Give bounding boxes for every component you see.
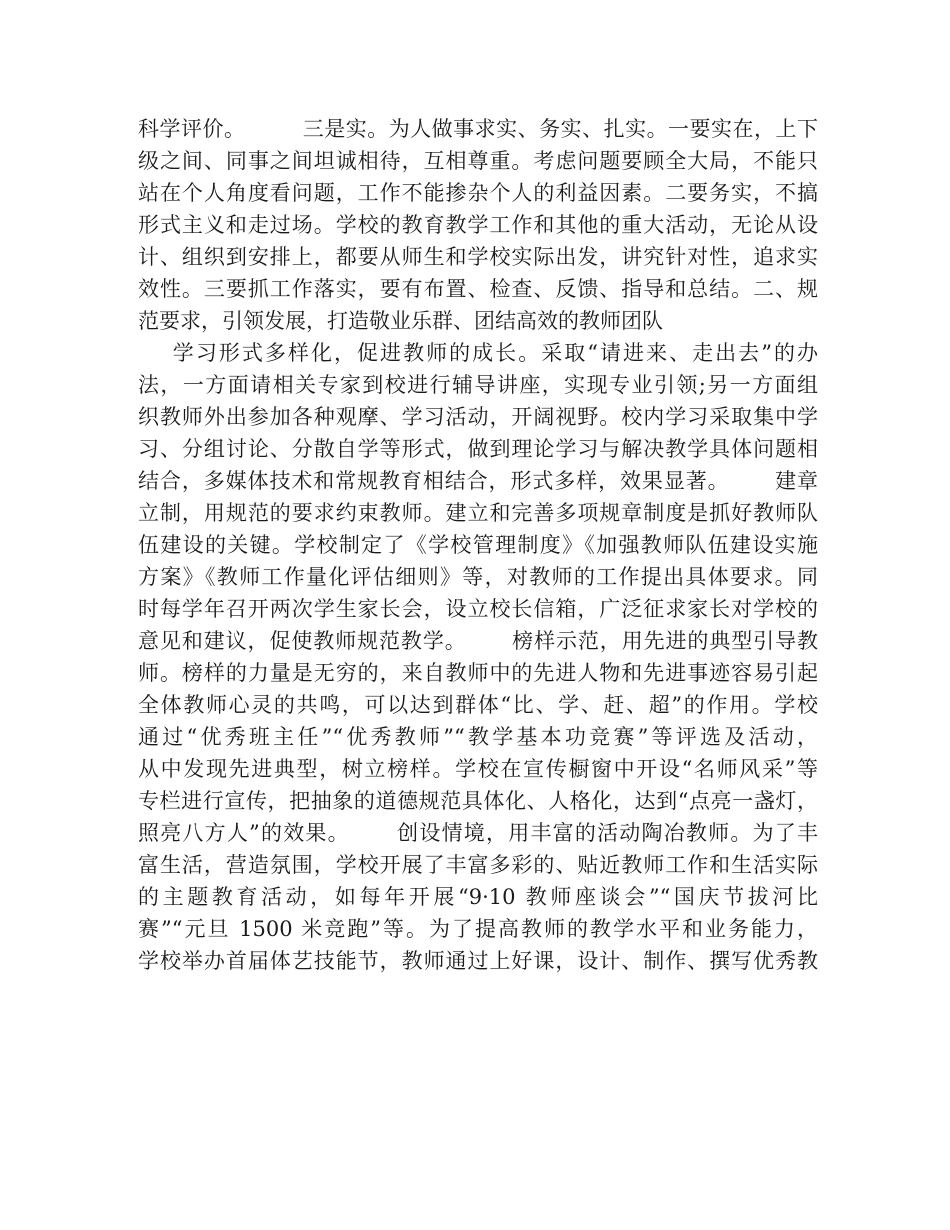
text-line: 从中发现先进典型，树立榜样。学校在宣传橱窗中开设“名师风采”等 bbox=[138, 757, 818, 781]
text-line: 织教师外出参加各种观摩、学习活动，开阔视野。校内学习采取集中学 bbox=[138, 405, 818, 429]
text-line: 伍建设的关键。学校制定了《学校管理制度》《加强教师队伍建设实施 bbox=[138, 533, 818, 557]
text-line: 习、分组讨论、分散自学等形式，做到理论学习与解决教学具体问题相 bbox=[138, 437, 818, 461]
body-text bbox=[138, 113, 818, 977]
text-line: 结合，多媒体技术和常规教育相结合，形式多样，效果显著。 建章 bbox=[138, 469, 818, 493]
text-line: 的主题教育活动，如每年开展“9·10 教师座谈会”“国庆节拔河比 bbox=[138, 885, 818, 909]
text-line: 计、组织到安排上，都要从师生和学校实际出发，讲究针对性，追求实 bbox=[138, 245, 818, 269]
text-line: 范要求，引领发展，打造敬业乐群、团结高效的教师团队 bbox=[138, 309, 663, 333]
text-line: 立制，用规范的要求约束教师。建立和完善多项规章制度是抓好教师队 bbox=[138, 501, 818, 525]
text-line: 全体教师心灵的共鸣，可以达到群体“比、学、赶、超”的作用。学校 bbox=[138, 693, 818, 717]
text-line: 学校举办首届体艺技能节，教师通过上好课，设计、制作、撰写优秀教 bbox=[138, 949, 818, 973]
text-line: 专栏进行宣传，把抽象的道德规范具体化、人格化，达到“点亮一盏灯， bbox=[138, 789, 818, 813]
text-line: 师。榜样的力量是无穷的，来自教师中的先进人物和先进事迹容易引起 bbox=[138, 661, 818, 685]
text-line: 照亮八方人”的效果。 创设情境，用丰富的活动陶冶教师。为了丰 bbox=[138, 821, 818, 845]
text-line: 学习形式多样化，促进教师的成长。采取“请进来、走出去”的办 bbox=[138, 341, 818, 365]
text-line: 形式主义和走过场。学校的教育教学工作和其他的重大活动，无论从设 bbox=[138, 213, 818, 237]
text-line: 科学评价。 三是实。为人做事求实、务实、扎实。一要实在，上下 bbox=[138, 117, 818, 141]
text-line: 通过“优秀班主任”“优秀教师”“教学基本功竞赛”等评选及活动， bbox=[138, 725, 818, 749]
text-line: 意见和建议，促使教师规范教学。 榜样示范，用先进的典型引导教 bbox=[138, 629, 818, 653]
text-line: 级之间、同事之间坦诚相待，互相尊重。考虑问题要顾全大局，不能只 bbox=[138, 149, 818, 173]
text-line: 效性。三要抓工作落实，要有布置、检查、反馈、指导和总结。二、规 bbox=[138, 277, 818, 301]
text-line: 富生活，营造氛围，学校开展了丰富多彩的、贴近教师工作和生活实际 bbox=[138, 853, 818, 877]
text-line: 方案》《教师工作量化评估细则》等，对教师的工作提出具体要求。同 bbox=[138, 565, 818, 589]
text-line: 赛”“元旦 1500 米竞跑”等。为了提高教师的教学水平和业务能力， bbox=[138, 917, 818, 941]
text-line: 时每学年召开两次学生家长会，设立校长信箱，广泛征求家长对学校的 bbox=[138, 597, 818, 621]
text-line: 法，一方面请相关专家到校进行辅导讲座，实现专业引领;另一方面组 bbox=[138, 373, 818, 397]
text-line: 站在个人角度看问题，工作不能掺杂个人的利益因素。二要务实，不搞 bbox=[138, 181, 818, 205]
